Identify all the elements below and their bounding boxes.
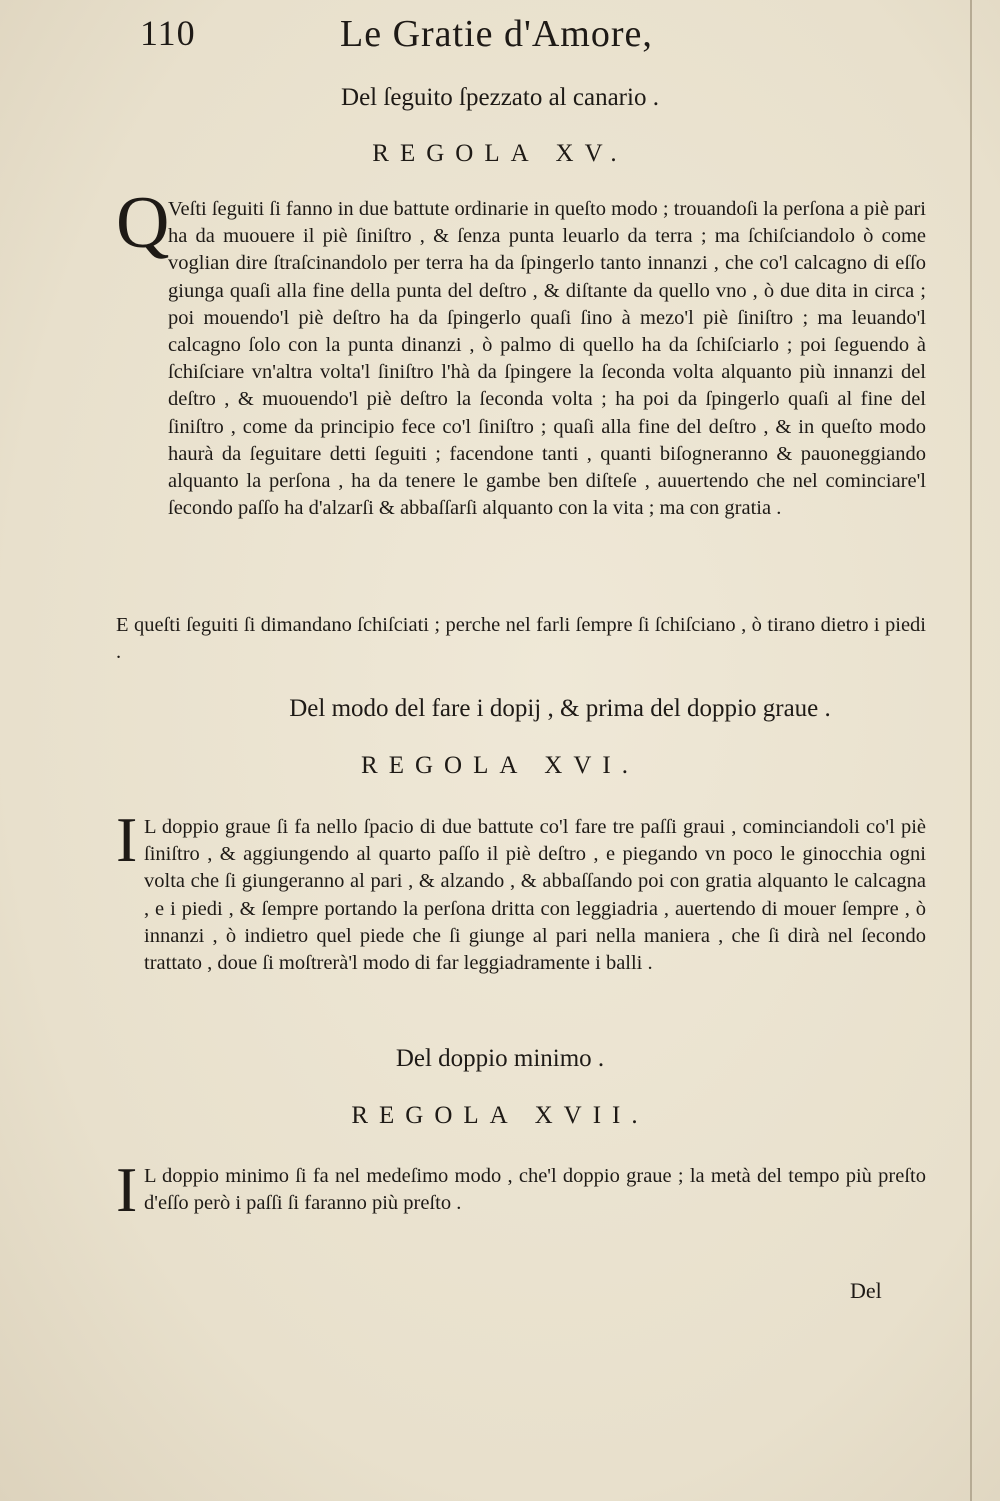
body-paragraph [116, 612, 926, 666]
section-heading: Del doppio minimo . [395, 1045, 605, 1072]
rule-title: REGOLA XVI. [361, 752, 639, 779]
body-paragraph [140, 196, 926, 522]
paragraph-text: L doppio graue ſi fa nello ſpacio di due battute co'l fare tre paſſi graui , cominciandoli co'l piè ſiniſtro , & aggiungendo al quarto paſſo il piè deſtro , e piegando vn poco le ginocchia ogni volta che ſi giungeranno al pari , & alzando , & abbaſſando poi con gratia alquanto le calcagna , e i piedi , & ſempre portando la perſona dritta con leggiadria , auertendo di mouer ſempre , ò innanzi , ò indietro quel piede che ſi giunge al pari nella maniera , che ſi dirà nel ſecondo trattato , doue ſi moſtrerà'l modo di far leggiadramente i balli . [144, 816, 926, 975]
drop-cap: I [116, 804, 138, 875]
rule-title: REGOLA XVII. [351, 1102, 649, 1129]
section-heading: Del ſeguito ſpezzato al canario . [341, 84, 659, 111]
page-edge [970, 0, 972, 1501]
body-paragraph [144, 1163, 926, 1217]
page-number: 110 [140, 13, 196, 53]
paragraph-text: L doppio minimo ſi fa nel medeſimo modo , che'l doppio graue ; la metà del tempo più preſto d'eſſo però i paſſi ſi faranno più preſto . [144, 1165, 926, 1215]
drop-cap: I [116, 1154, 138, 1225]
running-head [140, 12, 700, 62]
paragraph-text: Veſti ſeguiti ſi fanno in due battute ordinarie in queſto modo ; trouandoſi la perſona a piè pari ha da muouere il piè ſiniſtro , & ſenza punta leuarlo da terra ; ma ſchiſciandolo ò come voglian dire ſtraſcinandolo per terra ha da ſpingerlo tanto innanzi , che co'l calcagno di eſſo giunga quaſi alla fine della punta del deſtro , & diſtante da quello vno , ò due dita in circa ; poi mouendo'l piè deſtro ha da ſpingerlo quaſi ſino à mezo'l piè ſiniſtro ; ma leuando'l calcagno ſolo con la punta dinanzi , ò palmo di quello ha da ſchiſciarlo ; poi ſeguendo à ſchiſciare vn'altra volta'l ſiniſtro l'hà da ſpingere la ſeconda volta alquanto più innanzi del deſtro , & muouendo'l piè deſtro la ſeconda volta ; ha poi da ſpingerlo quaſi al fine del ſiniſtro , come da principio fece co'l ſiniſtro ; quaſi alla fine del deſtro , & in queſto modo haurà da ſeguitare detti ſeguiti ; facendone tanti , quanti biſogneranno & pauoneggiando alquanto la perſona , ha da tenere le gambe ben diſteſe , auuertendo che nel cominciare'l ſecondo paſſo ha d'alzarſi & abbaſſarſi alquanto con la vita ; ma con gratia . [168, 198, 926, 520]
drop-cap: Q [116, 182, 170, 264]
rule-title: REGOLA XV. [372, 140, 628, 167]
section-heading: Del modo del fare i dopij , & prima del doppio graue . [289, 695, 831, 722]
running-title: Le Gratie d'Amore, [340, 13, 653, 55]
catchword: Del [850, 1278, 882, 1303]
body-paragraph [144, 814, 926, 977]
paragraph-text: E queſti ſeguiti ſi dimandano ſchiſciati ; perche nel farli ſempre ſi ſchiſciano , ò tirano dietro i piedi . [116, 614, 926, 664]
